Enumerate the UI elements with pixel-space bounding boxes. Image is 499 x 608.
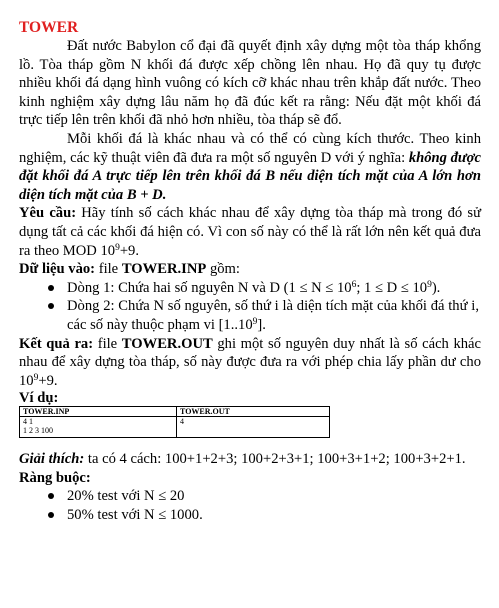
input-heading [19,260,481,279]
input-line-1-sup1: 6 [351,279,357,290]
spacer [19,438,481,450]
requirement-text: Hãy tính số cách khác nhau để xây dựng tòa tháp mà trong đó sử dụng tất cả các khối đá hiện có. Vì con số này có thể là rất lớn nên kết quả đưa ra theo MOD 10 [19,205,481,259]
input-line-1-c: ). [431,279,441,296]
table-cell-inp [20,417,177,438]
problem-title: TOWER [19,19,79,36]
paragraph-intro: Đất nước Babylon cổ đại đã quyết định xây dựng một tòa tháp khổng lồ. Tòa tháp gồm N khối đá được xếp chồng lên nhau. Họ đã quy tụ được nhiều khối đá dạng hình vuông có kích cỡ khác nhau trên khắp đất nước. Theo kinh nghiệm xây dựng lâu năm họ đã đúc kết ra rằng: Nếu đặt một khối đá trực tiếp lên trên khối đã nhỏ hơn nhiều, tòa tháp sẽ đổ. [19,38,481,129]
output-text: file [93,335,122,352]
input-line-2-a: Dòng 2: Chứa N số nguyên, số thứ i là diện tích mặt của khối đá thứ i, các số này thuộc phạm vi [1..10 [67,298,479,333]
example-label: Ví dụ: [19,390,59,407]
input-tail: gồm: [206,261,240,278]
output-filename: TOWER.OUT [121,335,213,352]
constraints-label: Ràng buộc: [19,469,91,486]
requirement-tail: +9. [119,242,139,259]
explanation-text: ta có 4 cách: 100+1+2+3; 100+2+3+1; 100+3+1+2; 100+3+2+1. [84,451,466,468]
input-text: file [95,261,122,278]
rule-text: Mỗi khối đá là khác nhau và có thể có cùng kích thước. Theo kinh nghiệm, các kỹ thuật viên đã đưa ra một số nguyên D với ý nghĩa: [19,130,481,166]
input-line-2-sup1: 9 [252,316,258,327]
output-tail: ghi một số nguyên duy nhất là số cách khác nhau để xây dựng tòa tháp, số này được đưa ra với phép chia lấy phần dư cho 10 [19,335,482,389]
table-cell-out [177,417,330,438]
explanation-label: Giải thích: [19,451,85,468]
example-table [19,406,330,438]
input-line-1-a: Dòng 1: Chứa hai số nguyên N và D (1 ≤ N ≤ 10 [67,279,352,296]
inp-line: 4 1 [23,417,33,427]
output-end: +9. [38,372,58,389]
list-item [19,279,481,298]
list-item: 20% test với N ≤ 20 [19,487,481,506]
input-list [19,279,481,335]
output-label: Kết quả ra: [19,335,94,352]
explanation [19,450,481,469]
inp-line: 1 2 3 100 [23,426,53,436]
output-paragraph [19,335,481,391]
table-header-row [20,407,330,417]
output-exponent: 9 [33,372,39,383]
paragraph-rule [19,130,481,204]
rule-emphasis: không được đặt khối đá A trực tiếp lên trên khối đá B nếu diện tích mặt của A lớn hơn diện tích mặt của B + D. [19,149,481,203]
out-line: 4 [180,417,184,427]
table-header-inp: TOWER.INP [20,407,177,417]
requirement-label: Yêu cầu: [19,205,77,222]
input-line-2-b: ]. [257,316,266,333]
input-filename: TOWER.INP [121,261,207,278]
input-line-1-b: ; 1 ≤ D ≤ 10 [356,279,428,296]
document [19,19,481,525]
input-line-1-sup2: 9 [427,279,432,290]
table-header-out: TOWER.OUT [177,407,330,417]
list-item [19,297,481,334]
constraints-list [19,487,481,524]
list-item: 50% test với N ≤ 1000. [19,506,481,525]
requirement [19,204,481,260]
table-row [20,417,330,438]
requirement-exponent: 9 [115,242,120,253]
input-label: Dữ liệu vào: [19,261,96,278]
